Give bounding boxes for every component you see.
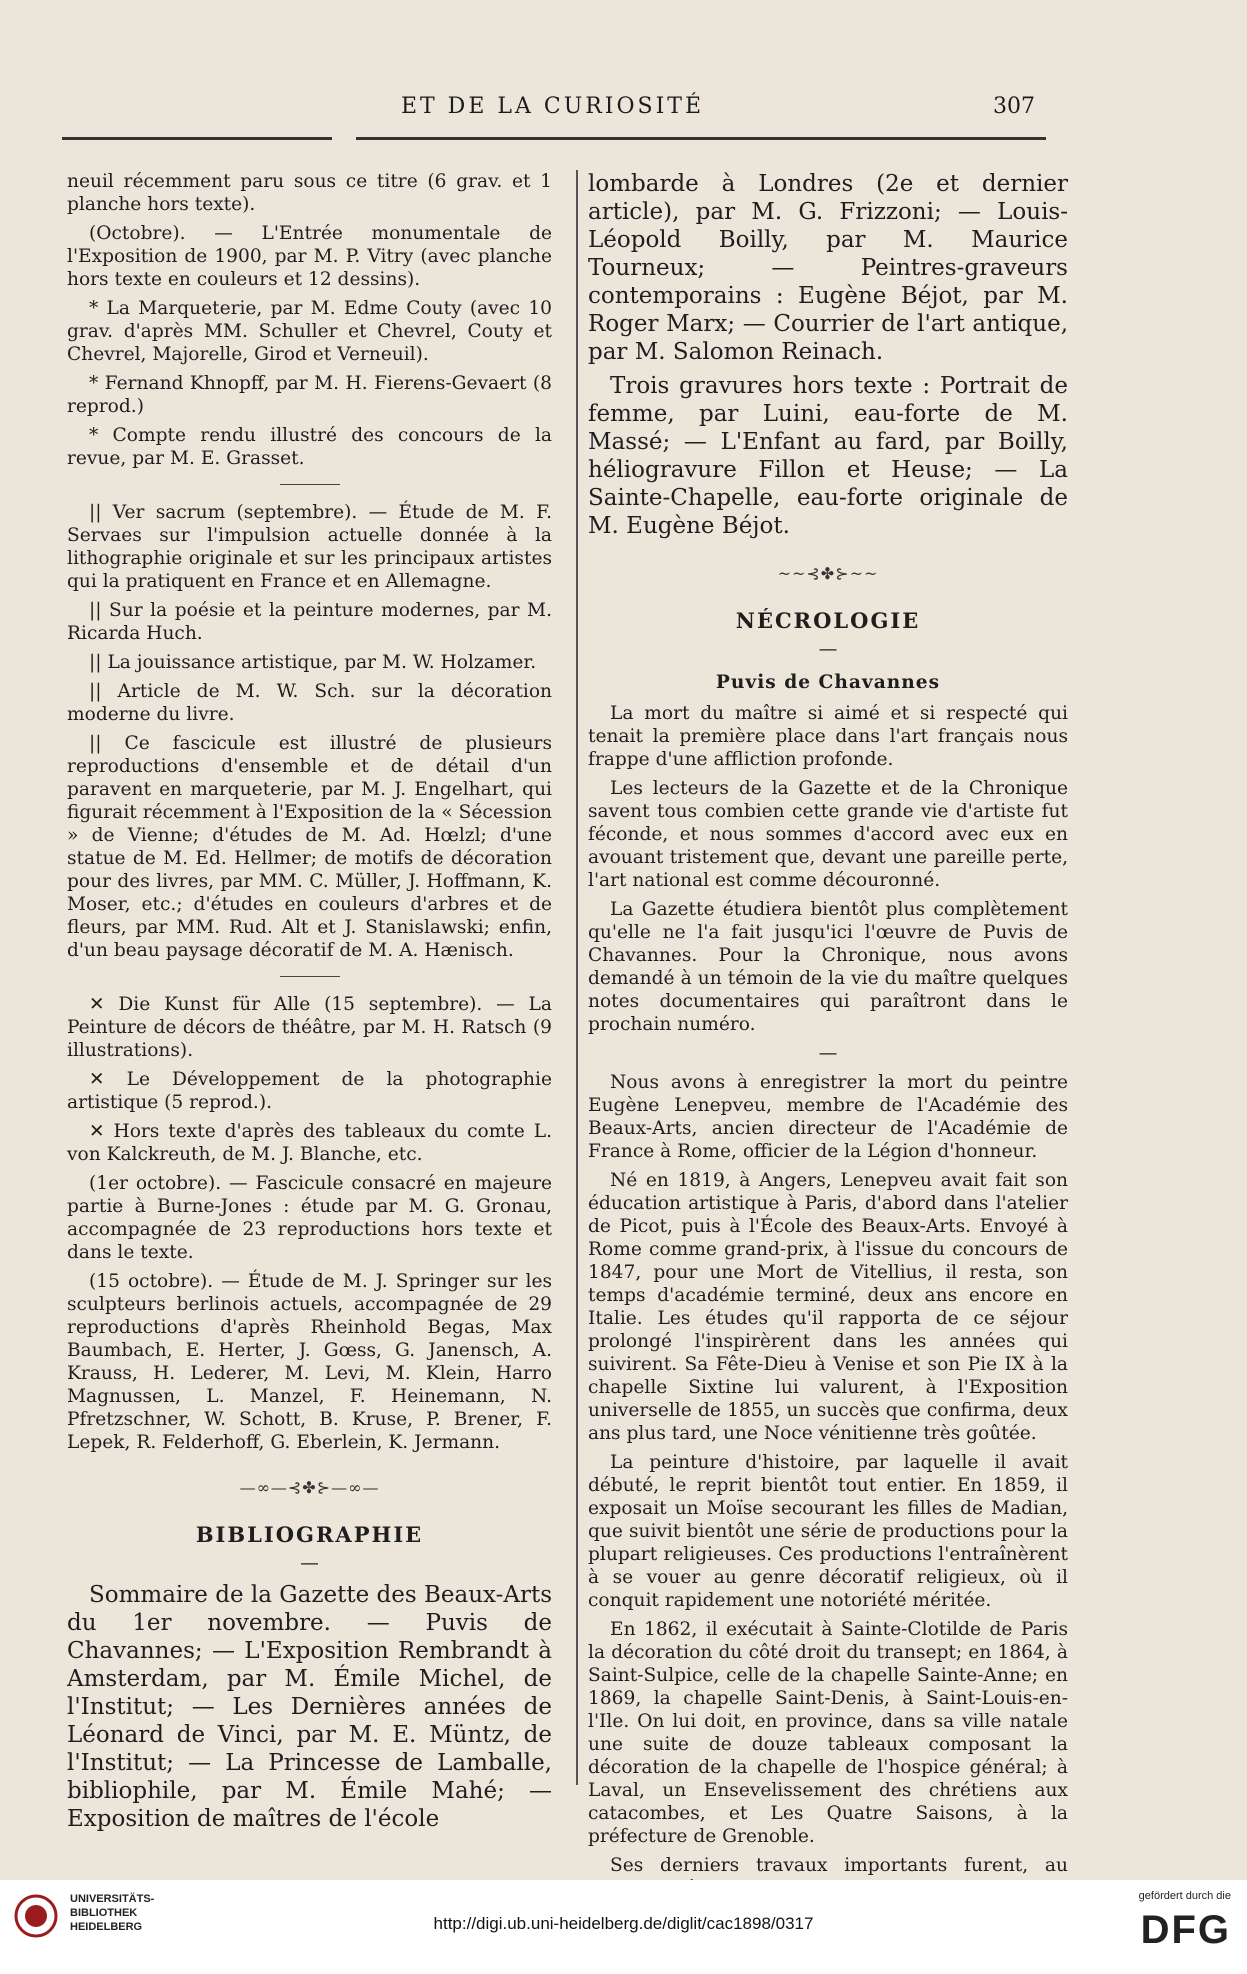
separator-rule bbox=[280, 976, 340, 977]
dfg-caption: gefördert durch die bbox=[1138, 1890, 1231, 1902]
paragraph: || Ce fascicule est illustré de plusieurs reproductions d'ensemble et de détail d'un paravent en marqueterie, par M. J. Engelhart, qui figurait récemment à l'Exposition de la « Sécession » de Vienne; d'études de M. Ad. Hœlzl; d'une statue de M. Ed. Hellmer; de motifs de décoration pour des livres, par MM. C. Müller, J. Hoffmann, K. Moser, etc.; d'études en couleurs d'arbres et de fleurs, par MM. Rud. Alt et J. Stanislawski; enfin, d'un beau paysage décoratif de M. A. Hænisch. bbox=[67, 733, 552, 961]
paragraph: (Octobre). — L'Entrée monumentale de l'Exposition de 1900, par M. P. Vitry (avec planche hors texte en couleurs et 12 dessins). bbox=[67, 223, 552, 290]
paragraph: Nous avons à enregistrer la mort du peintre Eugène Lenepveu, membre de l'Académie des Beaux-Arts, ancien directeur de l'Académie de France à Rome, officier de la Légion d'honneur. bbox=[588, 1072, 1068, 1162]
left-column bbox=[67, 170, 552, 1839]
paragraph: (15 octobre). — Étude de M. J. Springer sur les sculpteurs berlinois actuels, accompagnée de 29 reproductions d'après Rheinhold Begas, Max Baumbach, E. Herter, J. Gœss, G. Janensch, A. Krauss, H. Lederer, M. Levi, M. Klein, Harro Magnussen, L. Manzel, F. Heinemann, N. Pfretzschner, W. Schott, B. Kruse, P. Brener, F. Lepek, R. Felderhoff, G. Eberlein, K. Jermann. bbox=[67, 1271, 552, 1453]
paragraph: neuil récemment paru sous ce titre (6 grav. et 1 planche hors texte). bbox=[67, 171, 552, 215]
paragraph: lombarde à Londres (2e et dernier article), par M. G. Frizzoni; — Louis-Léopold Boilly, par M. Maurice Tourneux; — Peintres-graveurs contemporains : Eugène Béjot, par M. Roger Marx; — Courrier de l'art antique, par M. Salomon Reinach. bbox=[588, 171, 1068, 365]
header-rule-right bbox=[356, 137, 1046, 140]
paragraph: || Article de M. W. Sch. sur la décoration moderne du livre. bbox=[67, 681, 552, 725]
library-logo-text: UNIVERSITÄTS- BIBLIOTHEK HEIDELBERG bbox=[70, 1893, 155, 1933]
paragraph: || Sur la poésie et la peinture modernes, par M. Ricarda Huch. bbox=[67, 600, 552, 644]
paragraph: * Compte rendu illustré des concours de la revue, par M. E. Grasset. bbox=[67, 425, 552, 469]
title-dash: — bbox=[300, 1553, 319, 1574]
paragraph: Trois gravures hors texte : Portrait de femme, par Luini, eau-forte de M. Massé; — L'Enfant au fard, par Boilly, héliogravure Fillon et Heuse; — La Sainte-Chapelle, eau-forte originale de M. Eugène Béjot. bbox=[588, 373, 1068, 539]
section-dash: — bbox=[818, 1043, 838, 1064]
title-dash: — bbox=[818, 639, 838, 660]
paragraph: La Gazette étudiera bientôt plus complètement qu'elle ne l'a fait jusqu'ici l'œuvre de Puvis de Chavannes. Pour la Chronique, nous avons demandé à un témoin de la vie du maître quelques notes documentaires qui paraîtront dans le prochain numéro. bbox=[588, 899, 1068, 1035]
paragraph: En 1862, il exécutait à Sainte-Clotilde de Paris la décoration du côté droit du transept; en 1864, à Saint-Sulpice, celle de la chapelle Sainte-Anne; en 1869, la chapelle Saint-Denis, à Saint-Louis-en-l'Ile. On lui doit, en province, dans sa ville natale une suite de douze tableaux composant la décoration de la chapelle de l'hospice général; à Laval, un Ensevelissement des chrétiens aux catacombes, et Les Quatre Saisons, à la préfecture de Grenoble. bbox=[588, 1619, 1068, 1847]
source-url[interactable]: http://digi.ub.uni-heidelberg.de/diglit/cac1898/0317 bbox=[433, 1914, 814, 1933]
right-column bbox=[588, 170, 1068, 1929]
paragraph: (1er octobre). — Fascicule consacré en majeure partie à Burne-Jones : étude par M. G. Gronau, accompagnée de 23 reproductions hors texte et dans le texte. bbox=[67, 1173, 552, 1263]
paragraph: ✕ Hors texte d'après des tableaux du comte L. von Kalckreuth, de M. J. Blanche, etc. bbox=[67, 1121, 552, 1165]
subsection-title: Puvis de Chavannes bbox=[715, 672, 941, 693]
paragraph: * La Marqueterie, par M. Edme Couty (avec 10 grav. d'après MM. Schuller et Chevrel, Couty et Chevrel, Majorelle, Girod et Verneuil). bbox=[67, 298, 552, 365]
paragraph: Les lecteurs de la Gazette et de la Chronique savent tous combien cette grande vie d'artiste fut féconde, et nous sommes d'accord avec eux en avouant tristement que, devant une pareille perte, l'art national est comme découronné. bbox=[588, 778, 1068, 891]
ornament-divider: ~~⊰✤⊱~~ bbox=[777, 564, 879, 583]
paragraph: || La jouissance artistique, par M. W. Holzamer. bbox=[89, 652, 537, 673]
paragraph: * Fernand Khnopff, par M. H. Fierens-Gevaert (8 reprod.) bbox=[67, 373, 552, 417]
paragraph: Né en 1819, à Angers, Lenepveu avait fait son éducation artistique à Paris, d'abord dans l'atelier de Picot, puis à l'École des Beaux-Arts. Envoyé à Rome comme grand-prix, à l'issue du concours de 1847, pour une Mort de Vitellius, il resta, son temps d'académie terminé, deux ans encore en Italie. Les études qu'il rapporta de ce séjour prolongé l'inspirèrent dans les années qui suivirent. Sa Fête-Dieu à Venise et son Pie IX à la chapelle Sixtine lui valurent, à l'Exposition universelle de 1855, un succès que confirma, deux ans plus tard, une Noce vénitienne très goûtée. bbox=[588, 1170, 1068, 1444]
running-title: ET DE LA CURIOSITÉ bbox=[400, 94, 705, 119]
separator-rule bbox=[280, 484, 340, 485]
paragraph: || Ver sacrum (septembre). — Étude de M. F. Servaes sur l'impulsion actuelle donnée à la lithographie originale et sur les principaux artistes qui la pratiquent en France et en Allemagne. bbox=[67, 502, 552, 592]
section-title-necrologie: NÉCROLOGIE bbox=[735, 608, 921, 633]
paragraph: La mort du maître si aimé et si respecté qui tenait la première place dans l'art français nous frappe d'une affliction profonde. bbox=[588, 703, 1068, 770]
running-header bbox=[60, 94, 1045, 124]
ornament-divider: —∞—⊰✤⊱—∞— bbox=[239, 1478, 380, 1497]
header-rule-left bbox=[62, 137, 332, 140]
column-divider bbox=[576, 170, 578, 1785]
paragraph: ✕ Die Kunst für Alle (15 septembre). — La Peinture de décors de théâtre, par M. H. Ratsch (9 illustrations). bbox=[67, 994, 552, 1061]
footer-bar bbox=[0, 1880, 1247, 1974]
paragraph: Sommaire de la Gazette des Beaux-Arts du 1er novembre. — Puvis de Chavannes; — L'Exposition Rembrandt à Amsterdam, par M. Émile Michel, de l'Institut; — Les Dernières années de Léonard de Vinci, par M. E. Müntz, de l'Institut; — La Princesse de Lamballe, bibliophile, par M. Émile Mahé; — Exposition de maîtres de l'école bbox=[67, 1582, 552, 1832]
paragraph: Ses derniers travaux importants furent, au bbox=[610, 1855, 1068, 1876]
paragraph: ✕ Le Développement de la photographie artistique (5 reprod.). bbox=[67, 1069, 552, 1113]
paragraph: La peinture d'histoire, par laquelle il avait débuté, le reprit bientôt tout entier. En 1859, il exposait un Moïse secourant les filles de Madian, que suivit bientôt une série de productions pour la plupart religieuses. Ces productions l'entraînèrent à se vouer au genre décoratif religieux, où il conquit rapidement une notoriété méritée. bbox=[588, 1452, 1068, 1611]
dfg-logo: DFG bbox=[1140, 1908, 1231, 1952]
section-title-bibliographie: BIBLIOGRAPHIE bbox=[195, 1522, 424, 1547]
page-number: 307 bbox=[993, 94, 1035, 119]
